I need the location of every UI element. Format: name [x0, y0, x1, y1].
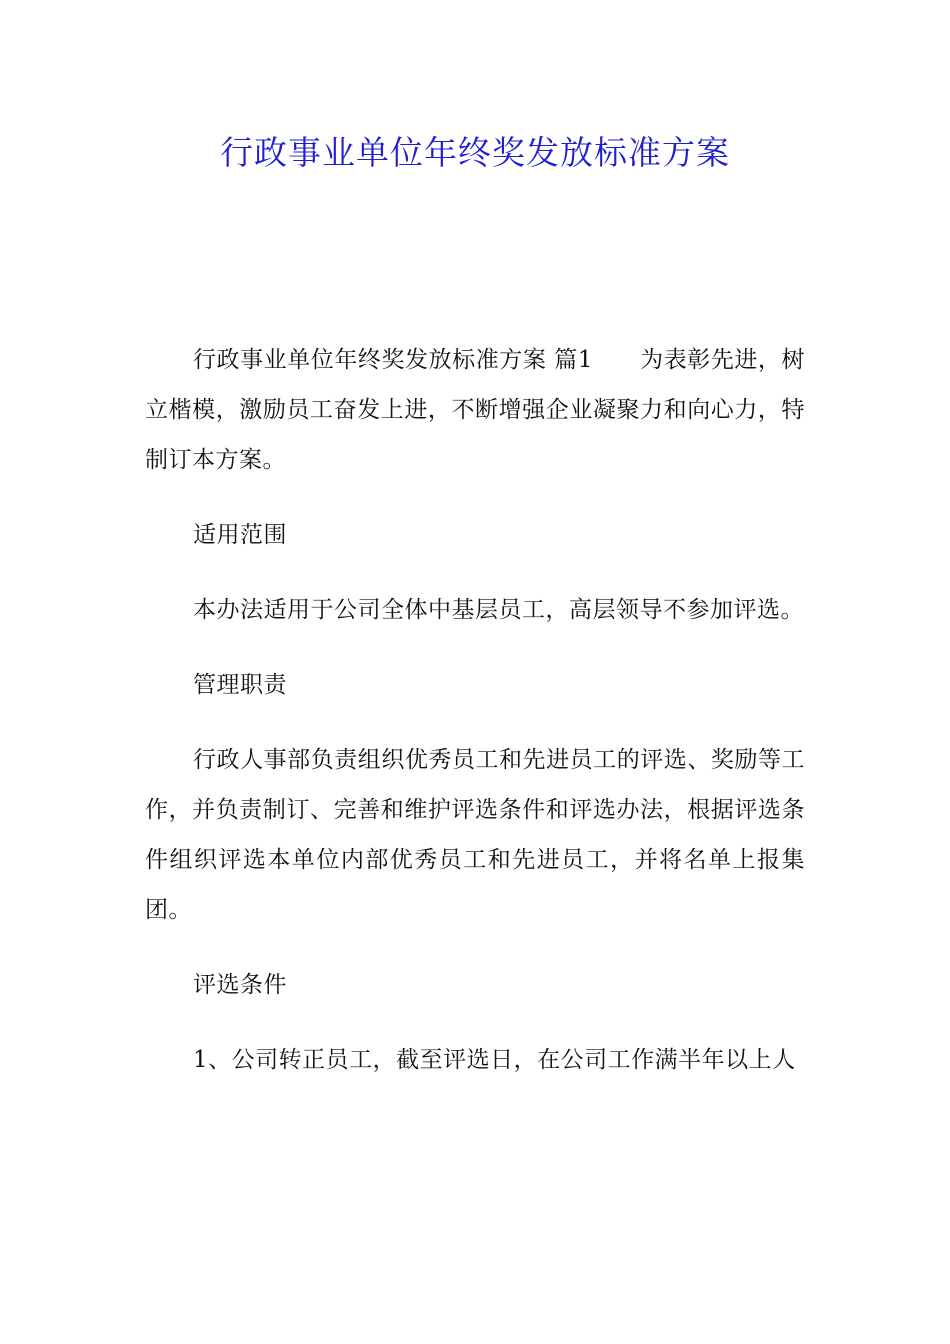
- paragraph-scope: 本办法适用于公司全体中基层员工，高层领导不参加评选。: [193, 597, 804, 623]
- document-body: [145, 335, 805, 1110]
- paragraph-criteria-1: 1、公司转正员工，截至评选日，在公司工作满半年以上人: [193, 1047, 796, 1073]
- heading-responsibilities: 管理职责: [193, 672, 287, 698]
- paragraph-intro: 行政事业单位年终奖发放标准方案 篇1 为表彰先进，树立楷模，激励员工奋发上进，不断增强企业凝聚力和向心力，特制订本方案。: [145, 347, 805, 473]
- paragraph-responsibilities: 行政人事部负责组织优秀员工和先进员工的评选、奖励等工作，并负责制订、完善和维护评选条件和评选办法，根据评选条件组织评选本单位内部优秀员工和先进员工，并将名单上报集团。: [145, 747, 805, 923]
- heading-scope: 适用范围: [193, 522, 287, 548]
- heading-criteria: 评选条件: [193, 972, 287, 998]
- document-title: 行政事业单位年终奖发放标准方案: [220, 133, 730, 172]
